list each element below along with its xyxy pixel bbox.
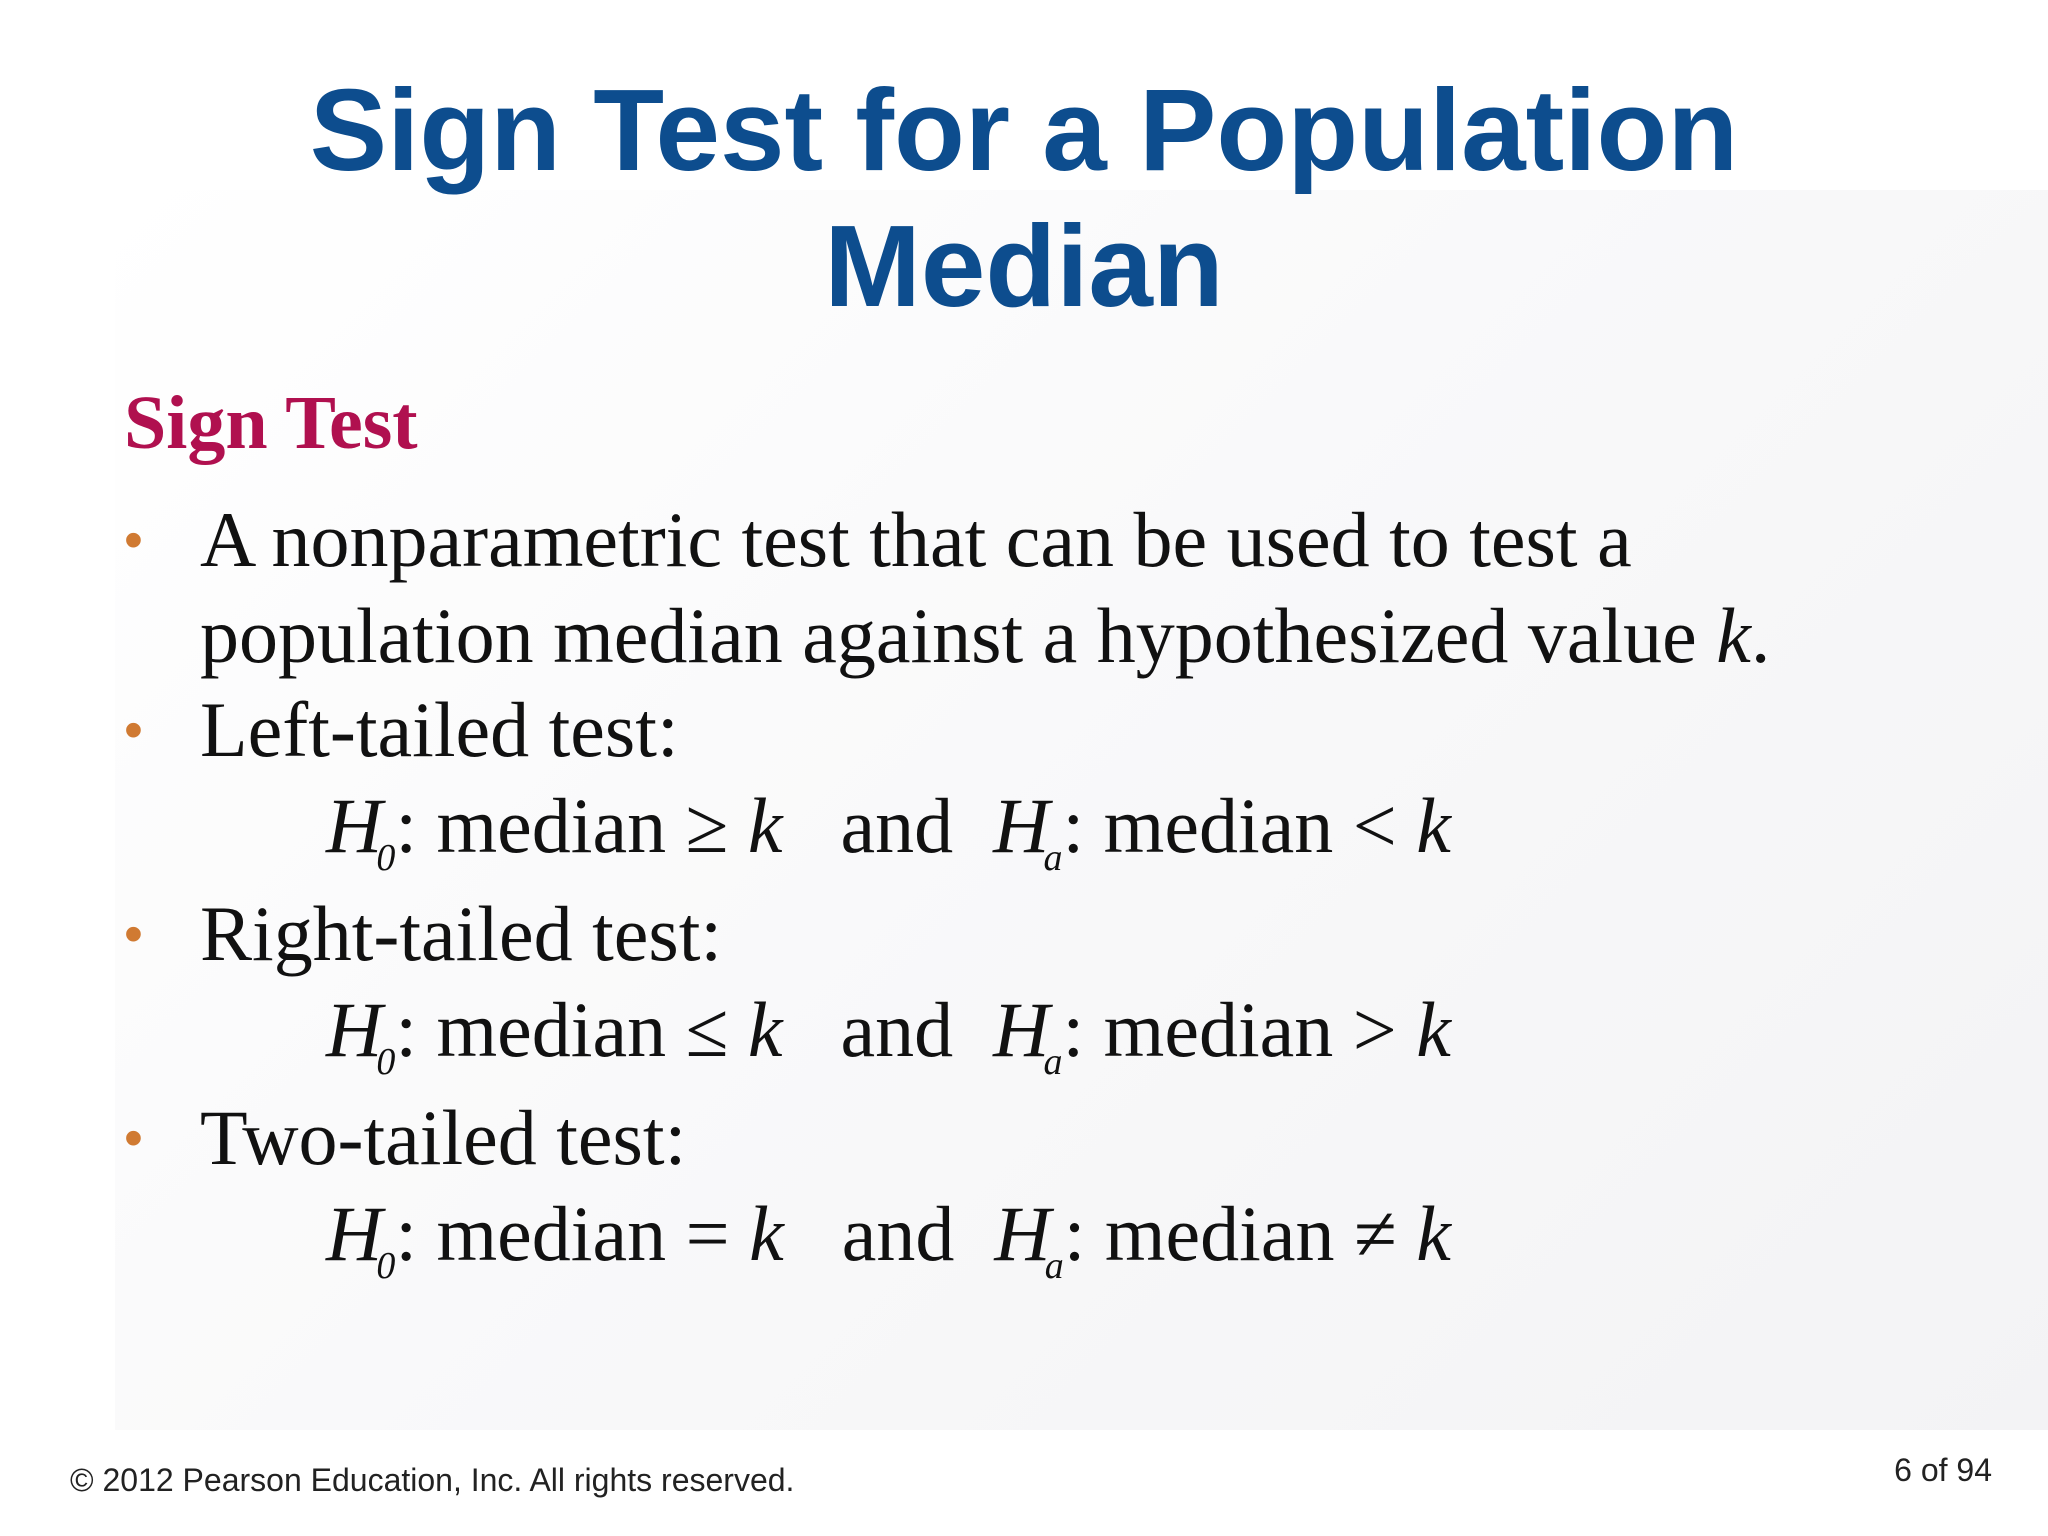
null-hypothesis-symbol: H [326,1190,383,1277]
slide-title-line-2: Median [824,201,1224,331]
left-tailed-hypotheses [326,778,1451,888]
alt-hypothesis-body: : median < [1062,782,1417,869]
bullet-1-period: . [1750,592,1771,679]
alt-hypothesis-subscript: a [1043,1041,1063,1083]
alt-hypothesis-body: : median > [1062,986,1417,1073]
footer-copyright: © 2012 Pearson Education, Inc. All rights reserved. [70,1462,795,1498]
null-hypothesis-symbol: H [326,986,383,1073]
bullet-icon: • [124,1108,143,1168]
variable-k: k [747,986,783,1073]
null-hypothesis-symbol: H [326,782,383,869]
variable-k: k [749,1190,784,1277]
variable-k: k [1416,1190,1451,1277]
null-hypothesis-body: : median ≤ [395,986,748,1073]
alt-hypothesis-symbol: H [994,1190,1051,1277]
bullet-icon: • [124,700,143,760]
right-tailed-hypotheses [326,982,1451,1092]
alt-hypothesis-subscript: a [1044,1245,1064,1287]
bullet-icon: • [124,510,143,570]
page-indicator: 6 of 94 [1894,1452,1992,1488]
null-hypothesis-body: : median ≥ [395,782,748,869]
bullet-1-text-main: population median against a hypothesized value [200,592,1717,679]
alt-hypothesis-subscript: a [1043,837,1063,879]
section-heading: Sign Test [124,381,418,465]
joiner-and: and [840,986,954,1073]
two-tailed-hypotheses [326,1186,1451,1296]
two-tailed-label: Two-tailed test: [200,1094,687,1181]
joiner-and: and [840,782,954,869]
alt-hypothesis-symbol: H [993,986,1050,1073]
null-hypothesis-body: : median = [395,1190,750,1277]
right-tailed-label: Right-tailed test: [200,890,723,977]
alt-hypothesis-symbol: H [993,782,1050,869]
left-tailed-label: Left-tailed test: [200,686,679,773]
null-hypothesis-subscript: 0 [376,1041,396,1083]
bullet-1-text-line-2 [200,588,1770,684]
bullet-1-variable-k: k [1716,592,1751,679]
bullet-1-text-line-1: A nonparametric test that can be used to test a [200,496,1632,583]
variable-k: k [1416,986,1451,1073]
null-hypothesis-subscript: 0 [376,1245,396,1287]
variable-k: k [747,782,783,869]
null-hypothesis-subscript: 0 [376,837,396,879]
bullet-icon: • [124,904,143,964]
variable-k: k [1416,782,1451,869]
slide-title-line-1: Sign Test for a Population [309,65,1739,195]
joiner-and: and [841,1190,955,1277]
alt-hypothesis-body: : median ≠ [1063,1190,1417,1277]
